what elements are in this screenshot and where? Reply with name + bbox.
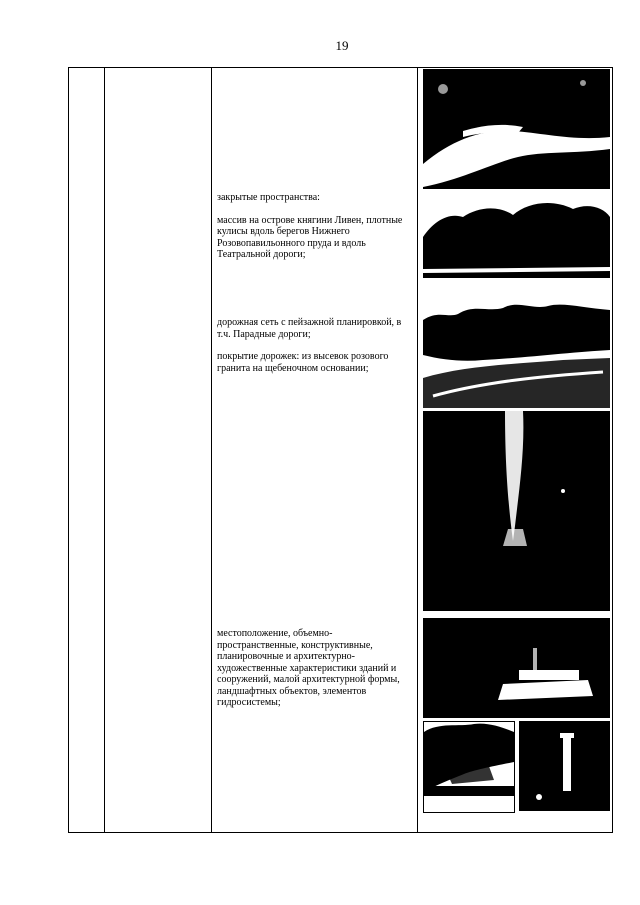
text-section-characteristics bbox=[217, 628, 413, 720]
paragraph: местоположение, объемно-пространственные, конструктивные, планировочные и архитектурно-художественные характеристики зданий и сооружений, малой архитектурной формы, ландшафтных объектов, элементов гидросистемы; bbox=[217, 628, 400, 708]
cascade-photo bbox=[423, 618, 610, 718]
tree-alley-photo bbox=[423, 411, 610, 611]
pond-landscape-photo bbox=[423, 69, 610, 189]
column-divider-2 bbox=[211, 68, 212, 832]
paragraph: массив на острове княгини Ливен, плотные кулисы вдоль берегов Нижнего Розовопавильонного пруда и вдоль Театральной дороги; bbox=[217, 214, 403, 260]
park-road-photo bbox=[423, 300, 610, 408]
document-table bbox=[68, 67, 613, 833]
column-monument-photo bbox=[519, 721, 610, 811]
page-number: 19 bbox=[335, 38, 349, 53]
bridge-steps-photo bbox=[423, 721, 515, 813]
island-trees-photo bbox=[423, 197, 610, 278]
text-section-closed-spaces bbox=[217, 192, 413, 272]
paragraph: дорожная сеть с пейзажной планировкой, в т.ч. Парадные дороги; bbox=[217, 317, 402, 340]
column-divider-3 bbox=[417, 68, 418, 832]
paragraph: закрытые пространства: bbox=[217, 192, 320, 203]
paragraph: покрытие дорожек: из высевок розового гранита на щебеночном основании; bbox=[217, 351, 389, 374]
column-divider-1 bbox=[104, 68, 105, 832]
text-section-road-network bbox=[217, 317, 413, 385]
